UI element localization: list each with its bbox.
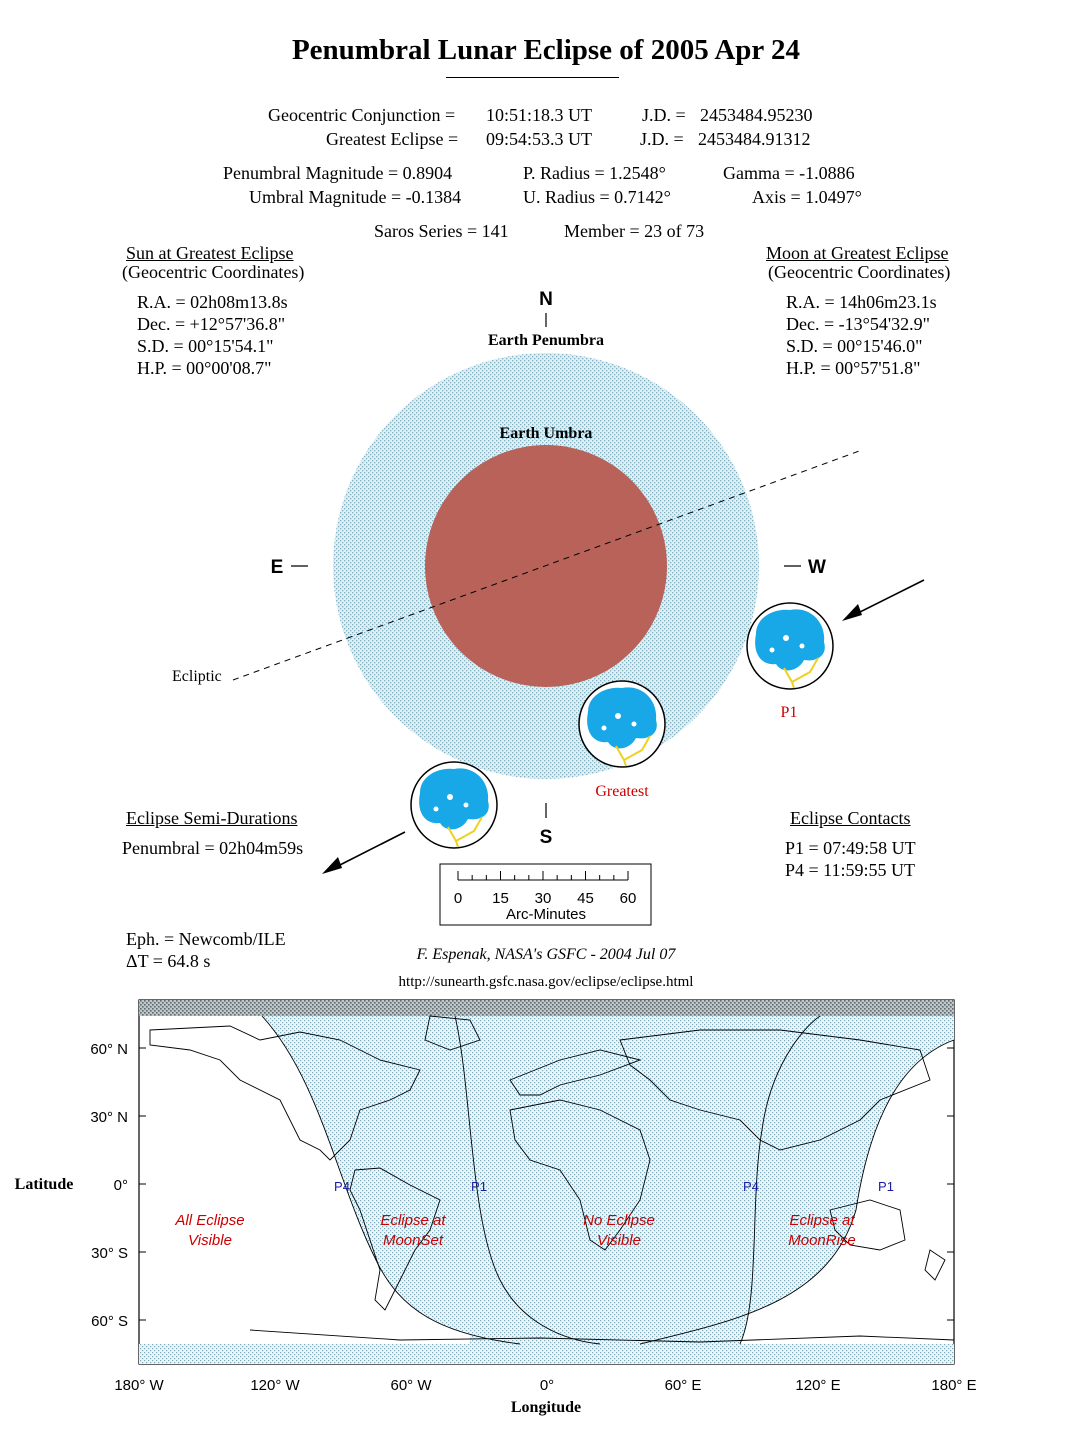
region-moonrise-line2: MoonRise	[788, 1232, 856, 1249]
penumbral-radius: P. Radius = 1.2548°	[523, 163, 666, 183]
longitude-title: Longitude	[510, 1399, 582, 1416]
sun-hp: H.P. = 00°00'08.7"	[137, 358, 272, 378]
moon-heading: Moon at Greatest Eclipse	[766, 243, 949, 263]
sun-dec: Dec. = +12°57'36.8"	[137, 314, 286, 334]
moon-greatest	[579, 681, 665, 767]
greatest-label-diagram: Greatest	[595, 783, 649, 800]
umbral-magnitude: Umbral Magnitude = -0.1384	[249, 187, 462, 207]
credit: F. Espenak, NASA's GSFC - 2004 Jul 07	[416, 946, 676, 963]
delta-t: ΔT = 64.8 s	[126, 951, 211, 971]
gamma: Gamma = -1.0886	[723, 163, 855, 183]
greatest-jd: 2453484.91312	[698, 129, 811, 149]
map-p1-east: P1	[878, 1179, 894, 1194]
lon-120e: 120° E	[795, 1377, 841, 1394]
sun-subheading: (Geocentric Coordinates)	[122, 262, 305, 282]
lon-0: 0°	[539, 1377, 555, 1394]
saros-member: Member = 23 of 73	[564, 221, 705, 241]
region-moonset-line1: Eclipse at	[380, 1212, 446, 1229]
contact-p1: P1 = 07:49:58 UT	[785, 838, 916, 858]
greatest-label: Greatest Eclipse =	[326, 129, 459, 149]
durations-heading: Eclipse Semi-Durations	[126, 808, 298, 828]
region-moonrise-line1: Eclipse at	[789, 1212, 855, 1229]
map-p4-east: P4	[743, 1179, 759, 1194]
contact-p4: P4 = 11:59:55 UT	[785, 860, 915, 880]
title-underline	[446, 77, 619, 78]
contacts-heading: Eclipse Contacts	[790, 808, 911, 828]
scale-tick-15: 15	[492, 890, 509, 907]
south-label: S	[539, 827, 553, 848]
lon-180e: 180° E	[931, 1377, 977, 1394]
exit-arrowhead	[322, 857, 342, 874]
penumbra-label: Earth Penumbra	[488, 332, 604, 349]
ephemeris: Eph. = Newcomb/ILE	[126, 929, 286, 949]
moon-hp: H.P. = 00°57'51.8"	[786, 358, 921, 378]
region-none-line2: Visible	[597, 1232, 641, 1249]
ecliptic-label: Ecliptic	[172, 668, 222, 685]
moon-ra: R.A. = 14h06m23.1s	[786, 292, 937, 312]
entry-arrowhead	[842, 604, 862, 621]
sun-sd: S.D. = 00°15'54.1"	[137, 336, 274, 356]
penumbral-duration: Penumbral = 02h04m59s	[122, 838, 304, 858]
eclipse-diagram	[0, 280, 1081, 930]
region-all-line1: All Eclipse	[175, 1212, 245, 1229]
lon-60w: 60° W	[390, 1377, 432, 1394]
latitude-title: Latitude	[14, 1176, 74, 1193]
visibility-map	[0, 990, 1081, 1420]
region-moonset-line2: MoonSet	[382, 1232, 444, 1249]
lat-60n: 60° N	[90, 1041, 128, 1058]
greatest-jd-label: J.D. =	[640, 129, 684, 149]
map-top-band	[139, 1000, 954, 1016]
north-label: N	[539, 289, 553, 310]
lon-180w: 180° W	[114, 1377, 164, 1394]
lat-60s: 60° S	[91, 1313, 128, 1330]
lat-30n: 30° N	[90, 1109, 128, 1126]
east-label: E	[270, 557, 284, 578]
scale-tick-30: 30	[534, 890, 552, 907]
saros-series: Saros Series = 141	[374, 221, 509, 241]
axis: Axis = 1.0497°	[752, 187, 862, 207]
moon-p4	[411, 762, 497, 848]
west-label: W	[808, 557, 826, 578]
source-url: http://sunearth.gsfc.nasa.gov/eclipse/eclipse.html	[398, 974, 694, 990]
moon-sd: S.D. = 00°15'46.0"	[786, 336, 923, 356]
conjunction-jd-label: J.D. =	[642, 105, 686, 125]
map-bottom-band	[139, 1344, 954, 1364]
scale-tick-0: 0	[453, 890, 463, 907]
scale-tick-45: 45	[577, 890, 594, 907]
conjunction-jd: 2453484.95230	[700, 105, 813, 125]
p1-label: P1	[780, 704, 798, 721]
umbral-radius: U. Radius = 0.7142°	[523, 187, 671, 207]
lon-120w: 120° W	[250, 1377, 300, 1394]
moon-dec: Dec. = -13°54'32.9"	[786, 314, 930, 334]
umbra-label: Earth Umbra	[499, 425, 593, 442]
entry-arrow	[852, 580, 924, 616]
page-title: Penumbral Lunar Eclipse of 2005 Apr 24	[291, 34, 801, 66]
sun-ra: R.A. = 02h08m13.8s	[137, 292, 288, 312]
lon-60e: 60° E	[664, 1377, 702, 1394]
region-none-line1: No Eclipse	[583, 1212, 655, 1229]
lat-0: 0°	[113, 1177, 128, 1194]
map-p1-west: P1	[471, 1179, 487, 1194]
exit-arrow	[334, 832, 405, 868]
map-p4-west: P4	[334, 1179, 350, 1194]
penumbral-magnitude: Penumbral Magnitude = 0.8904	[223, 163, 453, 183]
greatest-time: 09:54:53.3 UT	[486, 129, 592, 149]
scale-label: Arc-Minutes	[505, 906, 587, 923]
region-all-line2: Visible	[188, 1232, 232, 1249]
conjunction-label: Geocentric Conjunction =	[268, 105, 456, 125]
moon-subheading: (Geocentric Coordinates)	[768, 262, 951, 282]
scale-tick-60: 60	[619, 890, 637, 907]
conjunction-time: 10:51:18.3 UT	[486, 105, 592, 125]
lat-30s: 30° S	[91, 1245, 128, 1262]
sun-heading: Sun at Greatest Eclipse	[126, 243, 294, 263]
moon-p1	[747, 603, 833, 689]
